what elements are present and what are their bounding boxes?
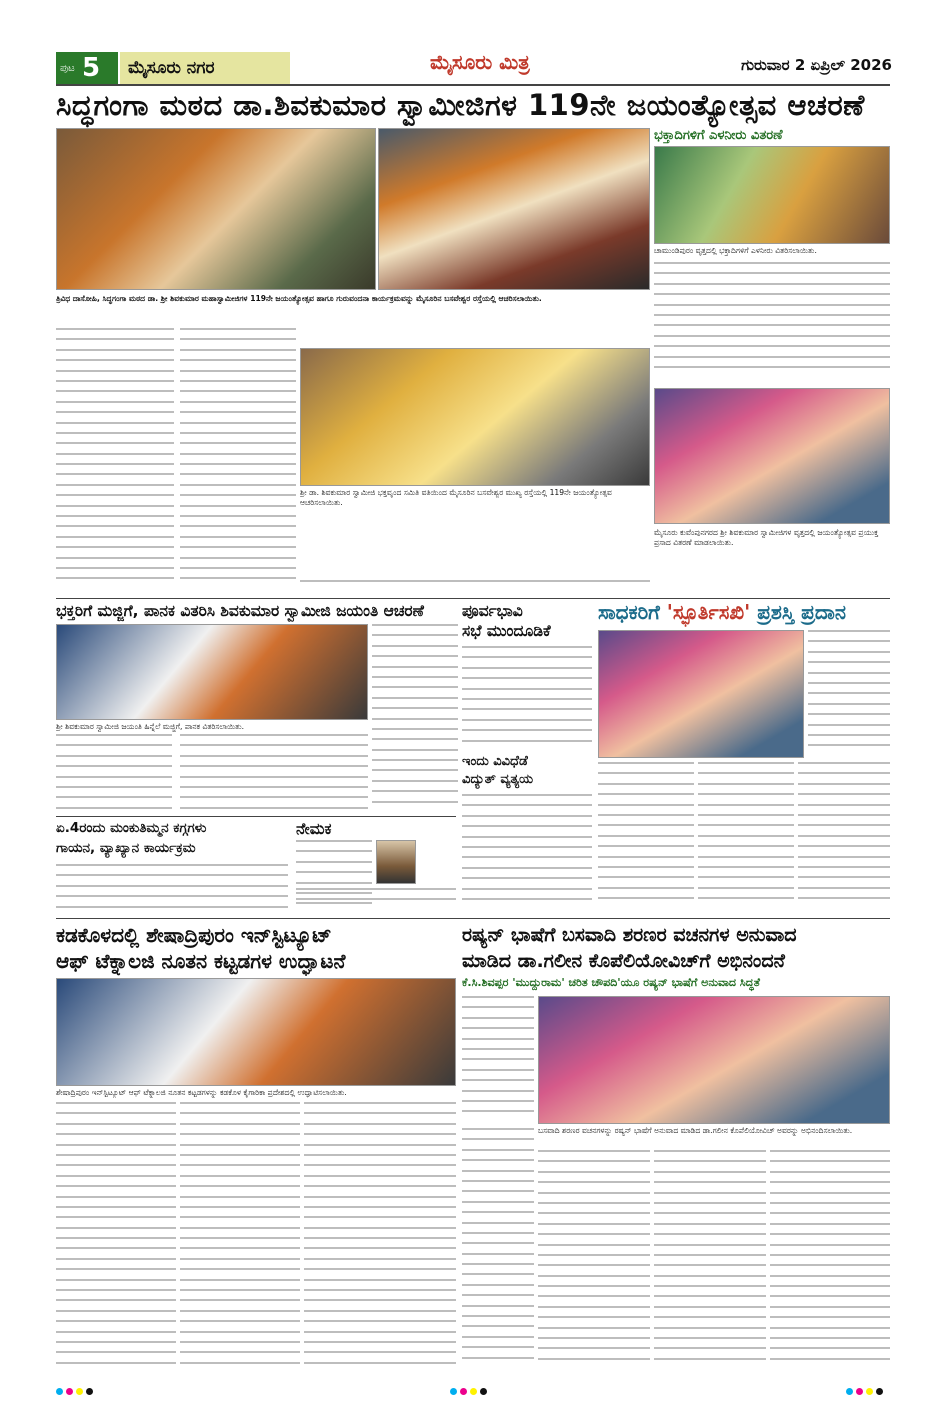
header-rule xyxy=(56,84,890,86)
russian-body-4 xyxy=(770,1150,890,1372)
kagga-headline-1: ಏ.4ರಂದು ಮಂಕುತಿಮ್ಮನ ಕಗ್ಗಗಳು xyxy=(56,820,207,836)
divider-3 xyxy=(56,918,890,919)
appointee-portrait xyxy=(376,840,416,884)
kagga-body xyxy=(56,864,288,914)
award-body-3 xyxy=(798,762,890,914)
power-cut-headline-2: ವಿದ್ಯುತ್ ವ್ಯತ್ಯಯ xyxy=(462,772,534,787)
russian-body-top xyxy=(462,996,534,1124)
award-headline-suffix: ಪ್ರಶಸ್ತಿ ಪ್ರದಾನ xyxy=(750,600,846,624)
buttermilk-headline: ಭಕ್ತರಿಗೆ ಮಜ್ಜಿಗೆ, ಪಾನಕ ವಿತರಿಸಿ ಶಿವಕುಮಾರ ಸ್ವಾಮೀಜಿ ಜಯಂತಿ ಆಚರಣೆ xyxy=(56,602,424,620)
lead-caption: ತ್ರಿವಿಧ ದಾಸೋಹಿ, ಸಿದ್ಧಗಂಗಾ ಮಠದ ಡಾ. ಶ್ರೀ ಶಿವಕುಮಾರ ಮಹಾಸ್ವಾಮೀಜಿಗಳ 119ನೇ ಜಯಂತ್ಯೋತ್ಸವ ಹಾಗೂ ಗುರುವಂದನಾ ಕಾರ್ಯಕ್ರಮವನ್ನು ಮೈಸೂರಿನ ಬಸವೇಶ್ವರ ರಸ್ತೆಯಲ್ಲಿ ಆಚರಿಸಲಾಯಿತು. xyxy=(56,294,542,303)
buttermilk-body-1 xyxy=(56,734,172,814)
kagga-headline-2: ಗಾಯನ, ವ್ಯಾಖ್ಯಾನ ಕಾರ್ಯಕ್ರಮ xyxy=(56,840,196,856)
meeting-headline-2: ಸಭೆ ಮುಂದೂಡಿಕೆ xyxy=(462,622,551,640)
russian-body-2 xyxy=(538,1150,650,1372)
appointment-body-2 xyxy=(296,888,456,914)
lead-right-caption: ಮೈಸೂರು ಕುವೆಂಪುನಗರದ ಶ್ರೀ ಶಿವಕುಮಾರ ಸ್ವಾಮೀಜಿಗಳ ವೃತ್ತದಲ್ಲಿ ಜಯಂತ್ಯೋತ್ಸವ ಪ್ರಯುಕ್ತ ಪ್ರಸಾದ ವಿತರಣೆ ಮಾಡಲಾಯಿತು. xyxy=(654,528,879,547)
award-body-1 xyxy=(598,762,694,914)
russian-body-3 xyxy=(654,1150,766,1372)
tender-coconut-photo xyxy=(654,146,890,244)
masthead: ಮೈಸೂರು ಮಿತ್ರ xyxy=(430,50,530,74)
award-body-side xyxy=(808,630,890,758)
lead-center-caption: ಶ್ರೀ ಡಾ. ಶಿವಕುಮಾರ ಸ್ವಾಮೀಜಿ ಭಕ್ತವೃಂದ ಸಮಿತಿ ವತಿಯಿಂದ ಮೈಸೂರಿನ ಬಸವೇಶ್ವರ ಮುಖ್ಯ ರಸ್ತೆಯಲ್ಲಿ 119ನೇ ಜಯಂತ್ಯೋತ್ಸವ ಆಚರಿಸಲಾಯಿತು. xyxy=(300,488,612,507)
sit-body-1 xyxy=(56,1102,176,1372)
russian-headline-2: ಮಾಡಿದ ಡಾ.ಗಲೀನ ಕೊಪೆಲಿಯೋವಿಚ್‌ಗೆ ಅಭಿನಂದನೆ xyxy=(462,950,785,972)
tender-coconut-heading: ಭಕ್ತಾದಿಗಳಿಗೆ ಎಳನೀರು ವಿತರಣೆ xyxy=(654,128,783,143)
award-headline-highlight: 'ಸ್ಫೂರ್ತಿಸಖಿ' xyxy=(666,600,751,624)
russian-body-1 xyxy=(462,1128,534,1372)
power-cut-headline-1: ಇಂದು ವಿವಿಧೆಡೆ xyxy=(462,754,528,769)
page-label: ಪುಟ xyxy=(60,62,75,74)
lead-body-col-1 xyxy=(56,328,174,596)
sit-headline-2: ಆಫ್ ಟೆಕ್ನಾಲಜಿ ನೂತನ ಕಟ್ಟಡಗಳ ಉದ್ಘಾಟನೆ xyxy=(56,949,346,973)
award-headline-prefix: ಸಾಧಕರಿಗೆ xyxy=(598,600,667,624)
sit-body-3 xyxy=(304,1102,456,1372)
section-name: ಮೈಸೂರು ನಗರ xyxy=(120,52,290,84)
registration-dots-right xyxy=(846,1380,886,1399)
sit-body-2 xyxy=(180,1102,300,1372)
sit-caption: ಶೇಷಾದ್ರಿಪುರಂ ಇನ್‌ಸ್ಟಿಟ್ಯೂಟ್ ಆಫ್ ಟೆಕ್ನಾಲಜಿ ನೂತನ ಕಟ್ಟಡಗಳನ್ನು ಕಡಕೊಳ ಕೈಗಾರಿಕಾ ಪ್ರದೇಶದಲ್ಲಿ ಉದ್ಘಾಟಿಸಲಾಯಿತು. xyxy=(56,1088,347,1097)
tender-coconut-caption: ಚಾಮುಂಡಿಪುರಂ ವೃತ್ತದಲ್ಲಿ ಭಕ್ತಾದಿಗಳಿಗೆ ಎಳನೀರು ವಿತರಿಸಲಾಯಿತು. xyxy=(654,246,817,255)
lead-headline: ಸಿದ್ಧಗಂಗಾ ಮಠದ ಡಾ.ಶಿವಕುಮಾರ ಸ್ವಾಮೀಜಿಗಳ 119ನೇ ಜಯಂತ್ಯೋತ್ಸವ ಆಚರಣೆ xyxy=(56,88,865,122)
buttermilk-body-3 xyxy=(372,624,458,814)
lead-body-right xyxy=(654,262,890,380)
power-cut-body xyxy=(462,794,592,914)
lead-photo-1 xyxy=(56,128,376,290)
russian-caption: ಬಸವಾದಿ ಶರಣರ ವಚನಗಳನ್ನು ರಷ್ಯನ್ ಭಾಷೆಗೆ ಅನುವಾದ ಮಾಡಿದ ಡಾ.ಗಲೀನ ಕೊಪೆಲಿಯೋವಿಚ್ ಅವರನ್ನು ಅಭಿನಂದಿಸಲಾಯಿತು. xyxy=(538,1126,853,1135)
divider-2 xyxy=(56,816,456,817)
award-headline xyxy=(598,600,890,626)
meeting-body xyxy=(462,646,592,752)
registration-dots-center xyxy=(450,1380,490,1399)
registration-dots-left xyxy=(56,1380,96,1399)
lead-center-photo xyxy=(300,348,650,486)
buttermilk-photo xyxy=(56,624,368,720)
russian-photo xyxy=(538,996,890,1124)
issue-date: ಗುರುವಾರ 2 ಏಪ್ರಿಲ್ 2026 xyxy=(741,56,892,74)
lead-right-photo xyxy=(654,388,890,524)
page-number: 5 xyxy=(82,53,101,83)
sit-headline-1: ಕಡಕೊಳದಲ್ಲಿ ಶೇಷಾದ್ರಿಪುರಂ ಇನ್‌ಸ್ಟಿಟ್ಯೂಟ್ xyxy=(56,923,332,947)
divider-1 xyxy=(56,598,890,599)
russian-headline-1: ರಷ್ಯನ್ ಭಾಷೆಗೆ ಬಸವಾದಿ ಶರಣರ ವಚನಗಳ ಅನುವಾದ xyxy=(462,924,797,946)
award-photo xyxy=(598,630,804,758)
meeting-headline-1: ಪೂರ್ವಭಾವಿ xyxy=(462,602,523,620)
lead-photo-2 xyxy=(378,128,650,290)
appointment-headline: ನೇಮಕ xyxy=(296,820,332,838)
buttermilk-caption: ಶ್ರೀ ಶಿವಕುಮಾರ ಸ್ವಾಮೀಜಿ ಜಯಂತಿ ಹಿನ್ನೆಲೆ ಮಜ್ಜಿಗೆ, ಪಾನಕ ವಿತರಿಸಲಾಯಿತು. xyxy=(56,722,245,731)
page-number-box xyxy=(56,52,118,84)
sit-photo xyxy=(56,978,456,1086)
lead-body-col-2 xyxy=(180,328,296,596)
award-body-2 xyxy=(698,762,794,914)
buttermilk-body-2 xyxy=(180,734,368,814)
russian-subheading: ಕೆ.ಸಿ.ಶಿವಪ್ಪರ 'ಮುದ್ದುರಾಮ' ಚರಿತ ಚೌಪದಿ'ಯೂ ರಷ್ಯನ್ ಭಾಷೆಗೆ ಅನುವಾದ ಸಿದ್ಧತೆ xyxy=(462,976,760,989)
lead-body-bottom xyxy=(300,580,650,596)
